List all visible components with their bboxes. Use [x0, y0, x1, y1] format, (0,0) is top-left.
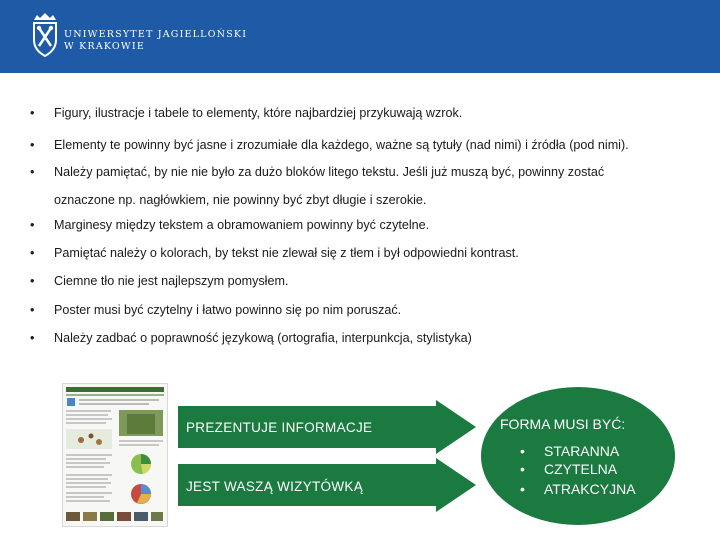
bullet-text: Marginesy między tekstem a obramowaniem powinny być czytelne.: [54, 218, 430, 232]
form-item-text: STARANNA: [544, 443, 620, 459]
bullet-marker: •: [30, 274, 35, 288]
university-crest-icon: [30, 12, 60, 58]
form-item-marker: •: [520, 461, 525, 477]
bullet-marker: •: [30, 246, 35, 260]
form-title: FORMA MUSI BYĆ:: [500, 416, 626, 432]
university-name-line2: W KRAKOWIE: [64, 41, 145, 52]
bullet-text: Należy pamiętać, by nie nie było za dużo bloków litego tekstu. Jeśli już muszą być, powinny zostać: [54, 165, 605, 179]
bullet-text: Należy zadbać o poprawność językową (ortografia, interpunkcja, stylistyka): [54, 331, 472, 345]
form-item: [520, 443, 619, 459]
form-item: [520, 461, 617, 477]
form-item: [520, 481, 636, 497]
arrow-label-2: JEST WASZĄ WIZYTÓWKĄ: [186, 479, 364, 494]
bullet-marker: •: [30, 165, 35, 179]
university-name-line1: UNIWERSYTET JAGIELLOŃSKI: [64, 29, 248, 40]
poster-illustration: [63, 384, 167, 526]
bullet-text: Ciemne tło nie jest najlepszym pomysłem.: [54, 274, 289, 288]
bullet-marker: •: [30, 106, 35, 120]
bullet-text: Poster musi być czytelny i łatwo powinno się po nim poruszać.: [54, 303, 402, 317]
bullet-marker: •: [30, 218, 35, 232]
bullet-marker: •: [30, 138, 35, 152]
university-name: [64, 29, 247, 53]
header-bar: [0, 0, 720, 73]
bullet-marker: •: [30, 331, 35, 345]
example-poster-thumbnail: [62, 383, 168, 527]
bullet-marker: •: [30, 303, 35, 317]
bullet-text: oznaczone np. nagłówkiem, nie powinny być zbyt długie i szerokie.: [54, 193, 427, 207]
form-item-text: CZYTELNA: [544, 461, 618, 477]
bullet-text: Elementy te powinny być jasne i zrozumiałe dla każdego, ważne są tytuły (nad nimi) i źródła (pod nimi).: [54, 138, 629, 152]
bullet-text: Pamiętać należy o kolorach, by tekst nie zlewał się z tłem i był odpowiedni kontrast.: [54, 246, 519, 260]
form-item-marker: •: [520, 443, 525, 459]
bullet-text: Figury, ilustracje i tabele to elementy, które najbardziej przykuwają wzrok.: [54, 106, 463, 120]
form-item-marker: •: [520, 481, 525, 497]
form-item-text: ATRAKCYJNA: [544, 481, 636, 497]
arrow-label-1: PREZENTUJE INFORMACJE: [186, 420, 373, 435]
